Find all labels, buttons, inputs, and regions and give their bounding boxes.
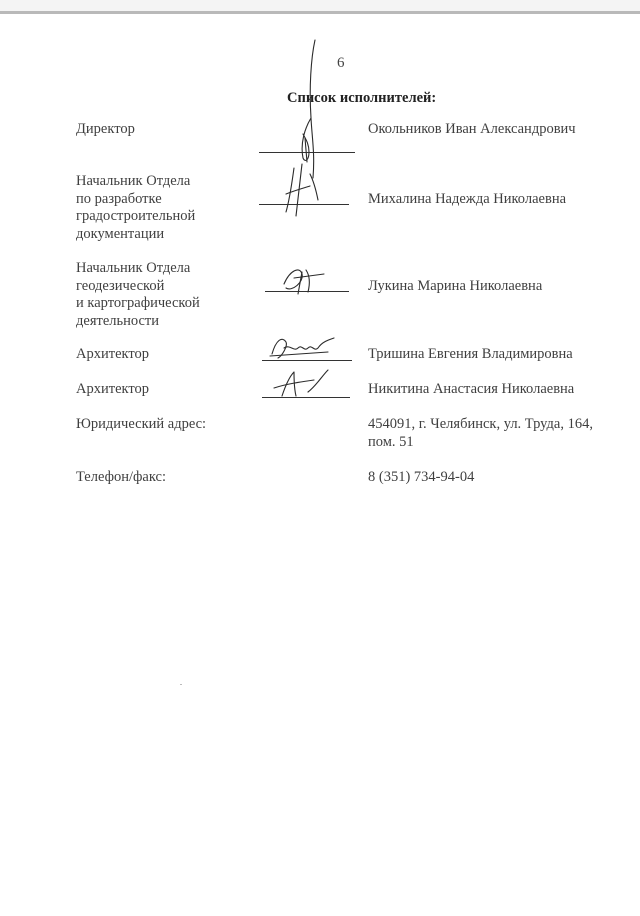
executor-role-architect: Архитектор	[76, 346, 150, 362]
executor-role-geodesy-head: Начальник Отдела геодезической и картографической деятельности	[76, 260, 200, 329]
executor-role-director: Директор	[76, 121, 135, 137]
executor-role-urban-planning-head: Начальник Отдела по разработке градостроительной документации	[76, 173, 196, 242]
executor-name: Лукина Марина Николаевна	[368, 278, 543, 294]
viewer-top-bar	[0, 0, 640, 14]
executor-name: Окольников Иван Александрович	[368, 121, 576, 137]
page-number: 6	[337, 55, 345, 71]
signature-icon	[264, 366, 334, 402]
phone-fax-value: 8 (351) 734-94-04	[368, 469, 475, 485]
legal-address-label: Юридический адрес:	[76, 416, 207, 432]
executor-role-architect: Архитектор	[76, 381, 150, 397]
phone-fax-label: Телефон/факс:	[76, 469, 167, 485]
executors-list-title: Список исполнителей:	[287, 90, 437, 106]
signature-icon	[268, 334, 340, 364]
scan-speck	[180, 684, 182, 685]
signature-icon	[280, 160, 330, 220]
executor-name: Тришина Евгения Владимировна	[368, 346, 573, 362]
legal-address-value: 454091, г. Челябинск, ул. Труда, 164, пом. 51	[368, 416, 593, 450]
executor-name: Михалина Надежда Николаевна	[368, 191, 567, 207]
executor-name: Никитина Анастасия Николаевна	[368, 381, 575, 397]
signature-icon	[280, 262, 330, 298]
